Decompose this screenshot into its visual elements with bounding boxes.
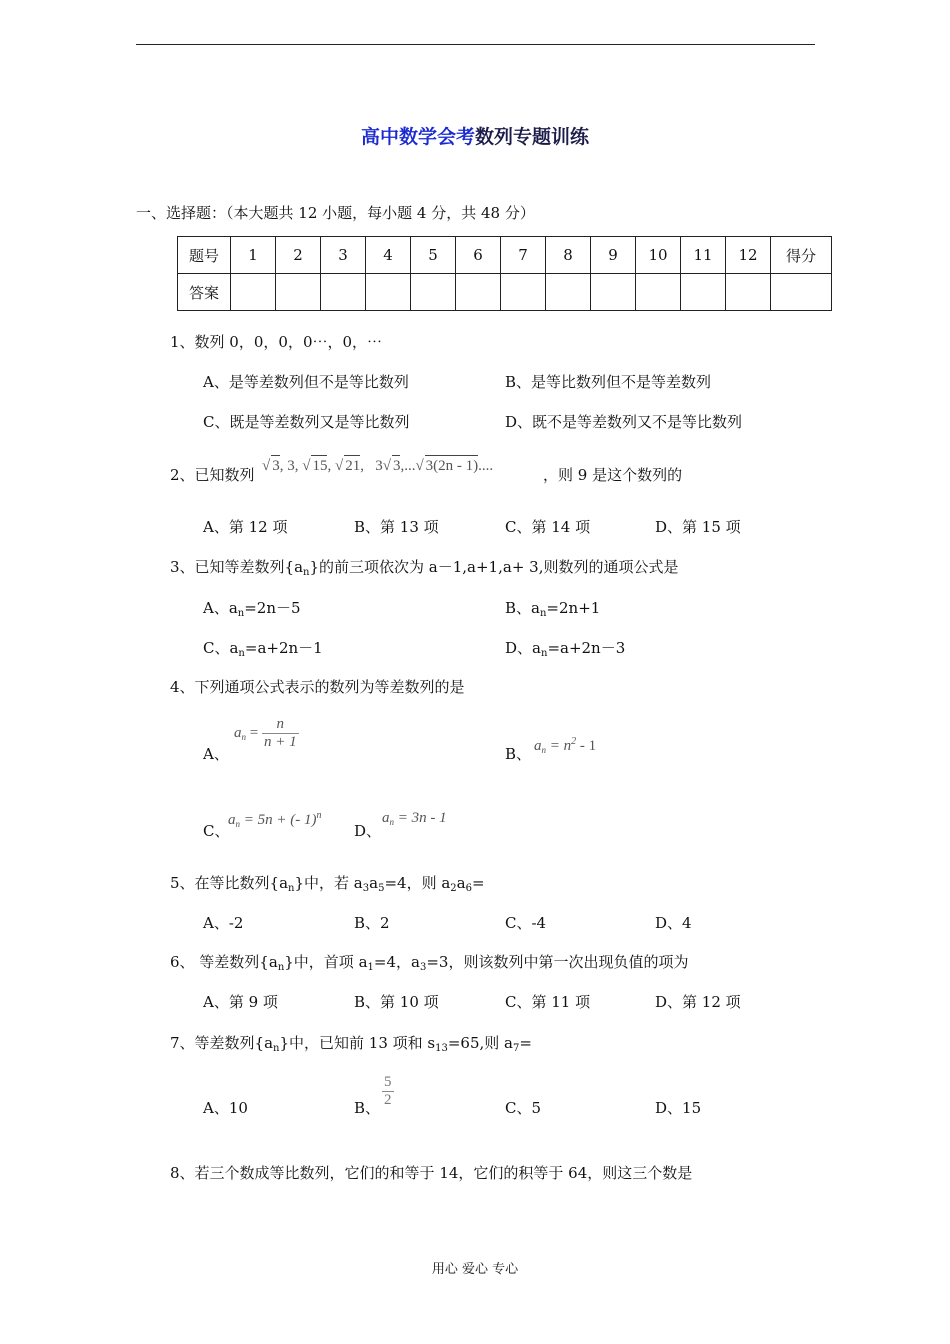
table-cell: 11 xyxy=(681,237,726,274)
table-cell: 6 xyxy=(456,237,501,274)
answer-cell[interactable] xyxy=(456,274,501,311)
page-title: 高中数学会考数列专题训练 xyxy=(360,126,590,148)
table-cell: 9 xyxy=(591,237,636,274)
q3-option-a: A、$a_n=2n-5$ xyxy=(203,599,301,619)
q6-option-c: C、第 11 项 xyxy=(505,993,591,1011)
q5-option-b: B、2 xyxy=(354,914,390,932)
q7-option-b-formula: $\frac{5}{2}$ xyxy=(384,1074,392,1108)
q3-option-d: D、$a_n=a+2n-3$ xyxy=(505,639,626,659)
q4-option-c-formula: $a_n = 5n$ + (- 1)$^n$ xyxy=(228,810,322,829)
answer-cell[interactable] xyxy=(591,274,636,311)
table-cell: 8 xyxy=(546,237,591,274)
question-2-prefix: 2、已知数列 xyxy=(170,466,255,484)
q3-option-c: C、$a_n=a+2n-1$ xyxy=(203,639,323,659)
answer-cell[interactable] xyxy=(366,274,411,311)
q3-option-b: B、$a_n=2n+1$ xyxy=(505,599,601,619)
question-8-stem: 8、若三个数成等比数列，它们的和等于 14，它们的积等于 64，则这三个数是 xyxy=(170,1164,693,1182)
q6-option-b: B、第 10 项 xyxy=(354,993,439,1011)
q7-option-a: A、10 xyxy=(203,1099,248,1117)
q7-option-b-label: B、 xyxy=(354,1099,381,1117)
question-4-stem: 4、下列通项公式表示的数列为等差数列的是 xyxy=(170,678,465,696)
q2-option-c: C、第 14 项 xyxy=(505,518,591,536)
page-footer: 用心 爱心 专心 xyxy=(431,1262,519,1277)
table-row xyxy=(178,274,832,311)
answer-cell[interactable] xyxy=(276,274,321,311)
table-cell: 4 xyxy=(366,237,411,274)
q4-option-d-label: D、 xyxy=(354,822,382,840)
answer-cell[interactable] xyxy=(231,274,276,311)
q4-option-d-formula: $a_n = 3n - 1$ xyxy=(382,810,447,827)
table-cell: 12 xyxy=(726,237,771,274)
q5-option-c: C、-4 xyxy=(505,914,547,932)
section-heading: 一、选择题：（本大题共 12 小题，每小题 4 分，共 48 分） xyxy=(136,204,535,222)
table-cell: 1 xyxy=(231,237,276,274)
table-cell: 题号 xyxy=(178,237,231,274)
table-cell: 得分 xyxy=(771,237,832,274)
question-6-stem: 6、 等差数列$\{a_n\}$中，首项 $a_1=4$，$a_3=3$，则该数列中第一次出现负值的项为 xyxy=(170,953,689,973)
q1-option-d: D、既不是等差数列又不是等比数列 xyxy=(505,413,743,431)
table-cell: 2 xyxy=(276,237,321,274)
question-2-suffix: ，则 9 是这个数列的 xyxy=(543,466,683,484)
answer-cell[interactable] xyxy=(501,274,546,311)
q7-option-c: C、5 xyxy=(505,1099,542,1117)
q5-option-d: D、4 xyxy=(655,914,692,932)
q4-option-a-label: A、 xyxy=(203,745,229,763)
q7-option-d: D、15 xyxy=(655,1099,702,1117)
q6-option-a: A、第 9 项 xyxy=(203,993,278,1011)
q6-option-d: D、第 12 项 xyxy=(655,993,741,1011)
question-1-stem: 1、数列 0，0，0，0⋯，0，⋯ xyxy=(170,333,383,351)
table-cell: 5 xyxy=(411,237,456,274)
q2-option-b: B、第 13 项 xyxy=(354,518,439,536)
q2-option-d: D、第 15 项 xyxy=(655,518,741,536)
answer-table xyxy=(177,236,832,311)
table-cell: 10 xyxy=(636,237,681,274)
answer-cell[interactable] xyxy=(726,274,771,311)
header-rule xyxy=(136,44,815,45)
question-7-stem: 7、等差数列$\{a_n\}$中，已知前 13 项和 $s_{13}=65$,则 $a_7=$ xyxy=(170,1034,532,1054)
table-cell: 7 xyxy=(501,237,546,274)
answer-cell[interactable] xyxy=(411,274,456,311)
question-2-sequence: √ 3, 3, √ 15, √ 21, 3√ 3,...√ 3(2n - 1).... xyxy=(262,455,493,476)
q4-option-a-formula: $a_n$ = $\frac{n}{n + 1}$ xyxy=(234,716,297,750)
table-cell: 3 xyxy=(321,237,366,274)
answer-cell[interactable] xyxy=(321,274,366,311)
answer-cell[interactable] xyxy=(681,274,726,311)
question-3-stem: 3、已知等差数列$\{a_n\}$的前三项依次为 a－1,a+1,a+ 3,则数列的通项公式是 xyxy=(170,558,679,578)
q1-option-b: B、是等比数列但不是等差数列 xyxy=(505,373,712,391)
q4-option-b-formula: $a_n = n^2 - 1$ xyxy=(534,736,597,755)
q5-option-a: A、-2 xyxy=(203,914,244,932)
q4-option-c-label: C、 xyxy=(203,822,230,840)
q1-option-c: C、既是等差数列又是等比数列 xyxy=(203,413,410,431)
question-5-stem: 5、在等比数列$\{a_n\}$中，若 $a_3a_5=4$，则 $a_2a_6=$ xyxy=(170,874,485,894)
score-cell[interactable] xyxy=(771,274,832,311)
q1-option-a: A、是等差数列但不是等比数列 xyxy=(203,373,409,391)
q4-option-b-label: B、 xyxy=(505,745,532,763)
table-row xyxy=(178,237,832,274)
answer-cell[interactable] xyxy=(636,274,681,311)
answer-cell[interactable] xyxy=(546,274,591,311)
q2-option-a: A、第 12 项 xyxy=(203,518,288,536)
table-cell: 答案 xyxy=(178,274,231,311)
